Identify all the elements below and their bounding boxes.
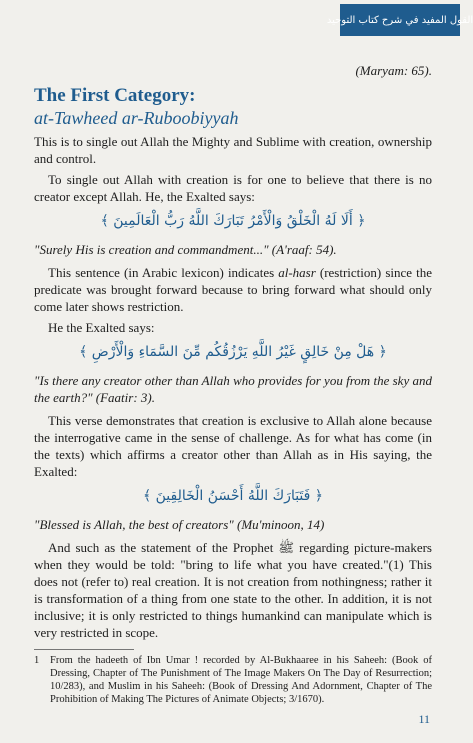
hasr-term: al-hasr xyxy=(278,265,316,280)
paragraph-creation: To single out Allah with creation is for one to believe that there is no creator except Allah. He, the Exalted says: xyxy=(34,172,432,204)
page-number: 11 xyxy=(418,712,430,726)
section-subheading: at-Tawheed ar-Ruboobiyyah xyxy=(34,108,239,128)
paragraph-exclusive: This verse demonstrates that creation is exclusive to Allah alone because the interrogative came in the sense of challenge. As for what has come (in the texts) which affirms a creator other than Allah as in His saying, the Exalted: xyxy=(34,413,432,479)
hasr-text-b: (restriction) since the predicate was brought forward because to bring forward what should only come later shows restriction. xyxy=(34,265,432,314)
page-content xyxy=(34,62,432,706)
footnote xyxy=(34,654,432,706)
quote-faatir: "Is there any creator other than Allah who provides for you from the sky and the earth?" (Faatir: 3). xyxy=(34,373,432,405)
quote-araaf: "Surely His is creation and commandment..." (A'raaf: 54). xyxy=(34,242,337,257)
footnote-number: 1 xyxy=(34,655,40,666)
footnote-divider xyxy=(34,649,134,650)
paragraph-hasr xyxy=(34,264,432,315)
arabic-verse-faatir: ﴿ هَلْ مِنْ خَالِقٍ غَيْرُ اللَّهِ يَرْزُقُكُم مِّنَ السَّمَاءِ وَالْأَرْضِ ﴾ xyxy=(79,344,387,360)
paragraph-he-says: He the Exalted says: xyxy=(48,320,155,335)
running-header: القول المفيد في شرح كتاب التوحيد xyxy=(340,4,460,36)
quote-muminoon: "Blessed is Allah, the best of creators" (Mu'minoon, 14) xyxy=(34,517,325,532)
arabic-verse-araaf: ﴿ أَلَا لَهُ الْخَلْقُ وَالْأَمْرُ تَبَارَكَ اللَّهُ رَبُّ الْعَالَمِينَ ﴾ xyxy=(100,213,366,229)
paragraph-definition: This is to single out Allah the Mighty and Sublime with creation, ownership and control. xyxy=(34,134,432,166)
verse-reference: (Maryam: 65). xyxy=(355,63,432,78)
hasr-text-a: This sentence (in Arabic lexicon) indicates xyxy=(48,265,279,280)
paragraph-prophet-statement: And such as the statement of the Prophet ﷺ regarding picture-makers when they would be told: "bring to life what you have created."(1) This does not (refer to) real creation. It is not creation from nothingness; rather it is transformation of a thing from one state to the other. In addition, it is not inclusive; it is only restricted to things humankind can manipulate which is very restricted in scope. xyxy=(34,540,432,640)
section-heading: The First Category: xyxy=(34,85,196,106)
arabic-verse-muminoon: ﴿ فَتَبَارَكَ اللَّهُ أَحْسَنُ الْخَالِقِينَ ﴾ xyxy=(142,488,324,504)
footnote-text: From the hadeeth of Ibn Umar ! recorded by Al-Bukhaaree in his Saheeh: (Book of Dressing, Chapter of The Punishment of The Image Makers On The Day of Resurrection; 10/283), and Muslim in his Saheeh: (Book of Dressing And Adornment, Chapter of The Prohibition of Making The Pictures of Animate Objects; 3/1670). xyxy=(50,655,432,705)
